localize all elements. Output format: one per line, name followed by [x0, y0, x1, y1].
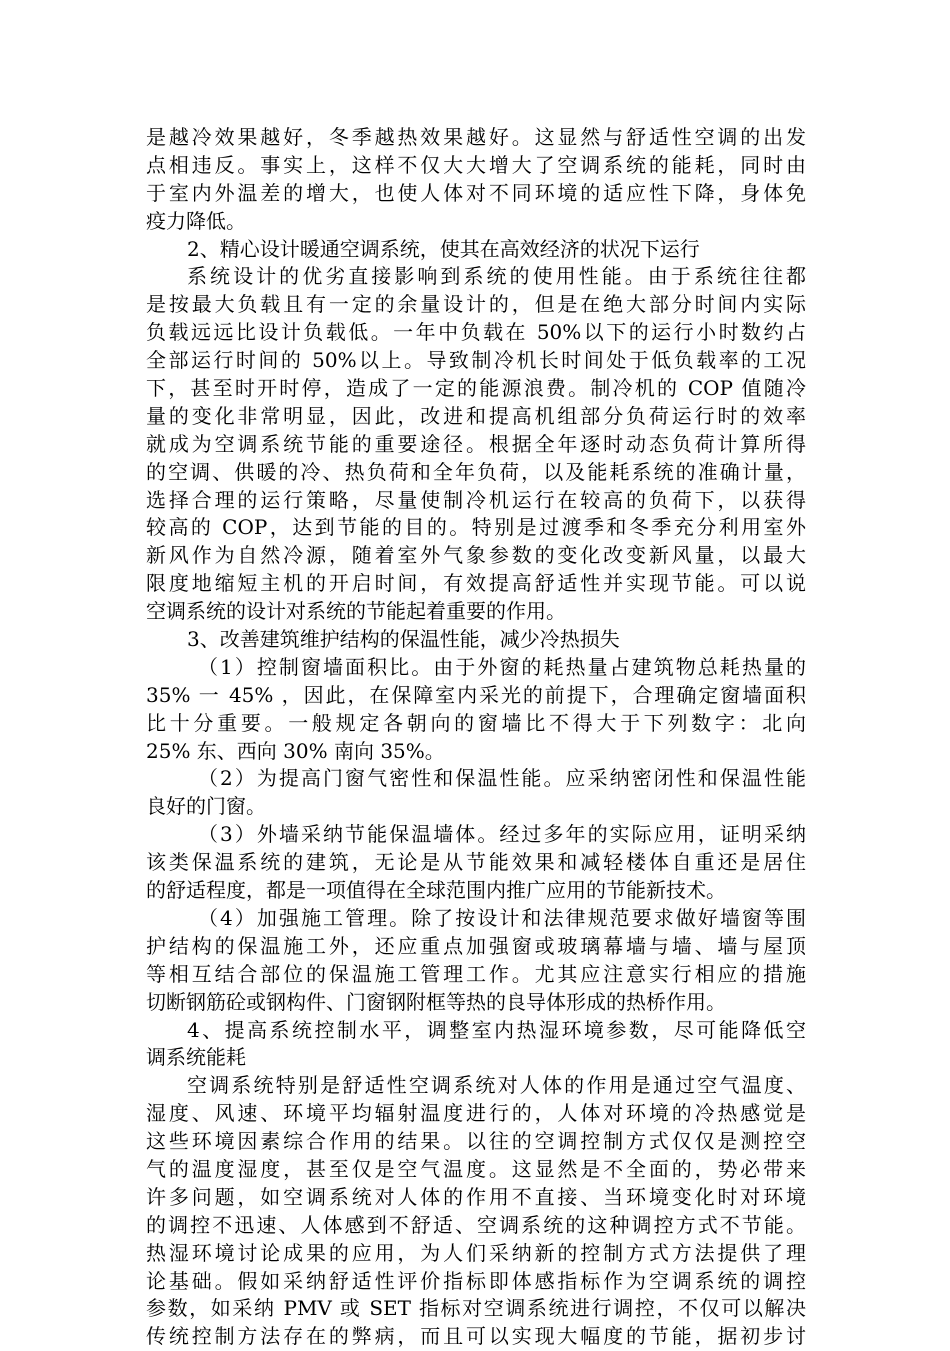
text-line: 于室内外温差的增大，也使人体对不同环境的适应性下降，身体免 [146, 180, 806, 205]
text-line: （3）外墙采纳节能保温墙体。经过多年的实际应用，证明采纳 [198, 822, 806, 847]
body-text [146, 124, 806, 1351]
text-line: 量的变化非常明显，因此，改进和提高机组部分负荷运行时的效率 [146, 403, 806, 428]
text-line: 限度地缩短主机的开启时间，有效提高舒适性并实现节能。可以说 [146, 571, 806, 596]
text-line: 负载远远比设计负载低。一年中负载在 50%以下的运行小时数约占 [146, 320, 806, 345]
text-line: 空调系统的设计对系统的节能起着重要的作用。 [146, 599, 566, 624]
text-line: 点相违反。事实上，这样不仅大大增大了空调系统的能耗，同时由 [146, 152, 806, 177]
text-line: 25% 东、西向 30% 南向 35%。 [146, 738, 445, 763]
text-line: 35% 一 45% ，因此，在保障室内采光的前提下，合理确定窗墙面积 [146, 682, 806, 707]
text-line: 气的温度湿度，甚至仅是空气温度。这显然是不全面的，势必带来 [146, 1156, 806, 1181]
text-line: 较高的 COP，达到节能的目的。特别是过渡季和冬季充分利用室外 [146, 515, 806, 540]
text-line: 空调系统特别是舒适性空调系统对人体的作用是通过空气温度、 [187, 1073, 806, 1098]
text-line: 是越冷效果越好，冬季越热效果越好。这显然与舒适性空调的出发 [146, 125, 806, 149]
text-line: （2）为提高门窗气密性和保温性能。应采纳密闭性和保温性能 [198, 766, 806, 791]
text-line: 该类保温系统的建筑，无论是从节能效果和减轻楼体自重还是居住 [146, 850, 806, 875]
text-line: 这些环境因素综合作用的结果。以往的空调控制方式仅仅是测控空 [146, 1129, 806, 1154]
text-line: 的调控不迅速、人体感到不舒适、空调系统的这种调控方式不节能。 [146, 1212, 806, 1237]
text-line: 新风作为自然冷源，随着室外气象参数的变化改变新风量，以最大 [146, 543, 806, 568]
text-line: 护结构的保温施工外，还应重点加强窗或玻璃幕墙与墙、墙与屋顶 [146, 933, 806, 958]
section-heading: 调系统能耗 [146, 1045, 246, 1070]
text-line: 的舒适程度，都是一项值得在全球范围内推广应用的节能新技术。 [146, 878, 726, 903]
text-line: 切断钢筋砼或钢构件、门窗钢附框等热的良导体形成的热桥作用。 [146, 989, 726, 1014]
text-line: 选择合理的运行策略，尽量使制冷机运行在较高的负荷下，以获得 [146, 487, 806, 512]
section-heading: 4、提高系统控制水平，调整室内热湿环境参数，尽可能降低空 [187, 1017, 806, 1042]
text-line: 是按最大负载且有一定的余量设计的，但是在绝大部分时间内实际 [146, 292, 806, 317]
text-line: 的空调、供暖的冷、热负荷和全年负荷，以及能耗系统的准确计量， [146, 459, 806, 484]
text-line: 许多问题，如空调系统对人体的作用不直接、当环境变化时对环境 [146, 1184, 806, 1209]
text-line: 系统设计的优劣直接影响到系统的使用性能。由于系统往往都 [187, 264, 806, 289]
text-line: （4）加强施工管理。除了按设计和法律规范要求做好墙窗等围 [198, 905, 806, 930]
text-line: 参数，如采纳 PMV 或 SET 指标对空调系统进行调控，不仅可以解决 [146, 1296, 806, 1321]
text-line: 热湿环境讨论成果的应用，为人们采纳新的控制方式方法提供了理 [146, 1240, 806, 1265]
text-line: 全部运行时间的 50%以上。导致制冷机长时间处于低负载率的工况 [146, 348, 806, 373]
text-line: 等相互结合部位的保温施工管理工作。尤其应注意实行相应的措施 [146, 961, 806, 986]
text-line: 就成为空调系统节能的重要途径。根据全年逐时动态负荷计算所得 [146, 431, 806, 456]
text-line: 湿度、风速、环境平均辐射温度进行的，人体对环境的冷热感觉是 [146, 1101, 806, 1126]
text-line: 疫力降低。 [146, 208, 246, 233]
text-line: 传统控制方法存在的弊病，而且可以实现大幅度的节能，据初步讨 [146, 1324, 806, 1349]
section-heading: 3、改善建筑维护结构的保温性能，减少冷热损失 [187, 627, 620, 652]
text-line: 良好的门窗。 [146, 794, 266, 819]
text-line: 比十分重要。一般规定各朝向的窗墙比不得大于下列数字：北向 [146, 710, 806, 735]
text-line: 下，甚至时开时停，造成了一定的能源浪费。制冷机的 COP 值随冷 [146, 376, 806, 401]
text-line: 论基础。假如采纳舒适性评价指标即体感指标作为空调系统的调控 [146, 1268, 806, 1293]
text-line: （1）控制窗墙面积比。由于外窗的耗热量占建筑物总耗热量的 [198, 654, 806, 679]
section-heading: 2、精心设计暖通空调系统，使其在高效经济的状况下运行 [187, 236, 700, 261]
